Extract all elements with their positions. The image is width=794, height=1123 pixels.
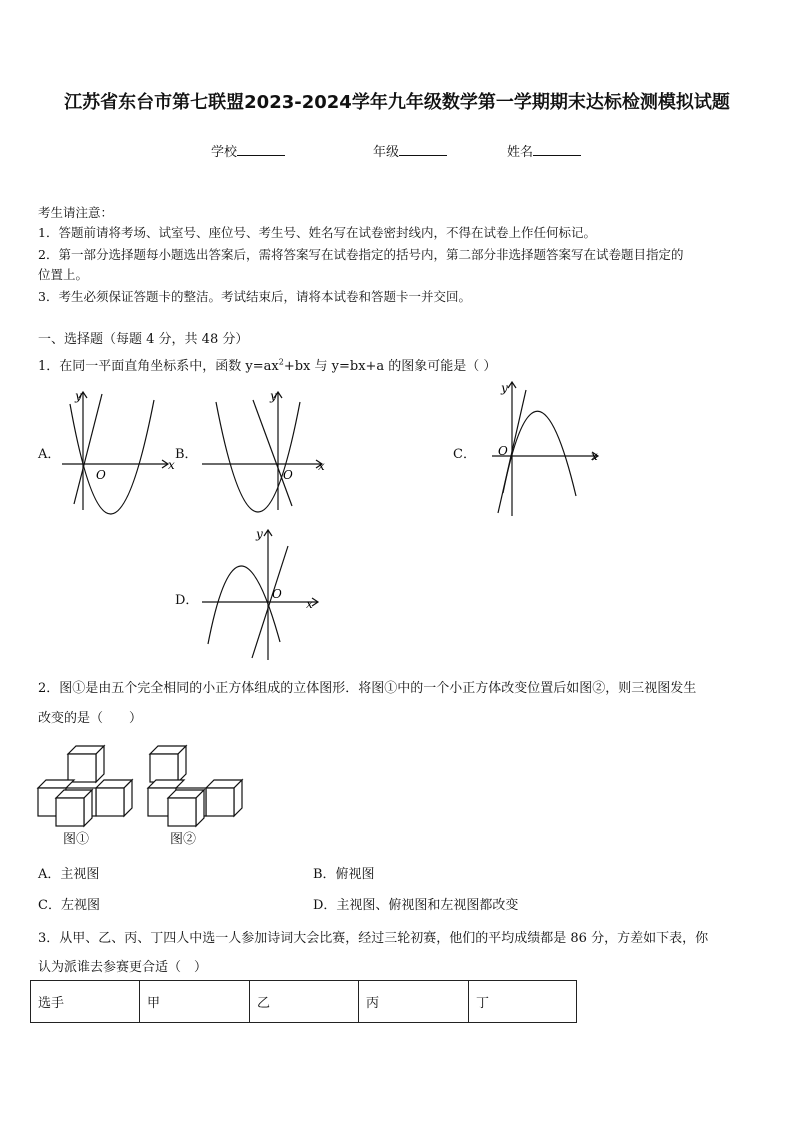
notice-item-1: 1．答题前请将考场、试室号、座位号、考生号、姓名写在试卷密封线内，不得在试卷上作任何标记。 <box>38 225 596 240</box>
axis-x-label: x <box>318 459 325 473</box>
q2-figure-1-label: 图① <box>63 832 90 847</box>
q1-stem <box>38 355 496 374</box>
table-cell: 丁 <box>469 981 577 1023</box>
axis-y-label: y <box>501 381 508 395</box>
table-cell: 丙 <box>359 981 469 1023</box>
school-label: 学校 <box>211 145 238 160</box>
school-field[interactable] <box>211 141 285 160</box>
q1-stem-sup: 2 <box>278 357 284 367</box>
q1-graph-c <box>488 378 608 523</box>
q2-line-1: 2．图①是由五个完全相同的小正方体组成的立体图形．将图①中的一个小正方体改变位置后如图②，则三视图发生 <box>38 681 697 696</box>
q2-line-2: 改变的是（ ） <box>38 711 143 726</box>
q1-option-b[interactable]: B． <box>175 447 198 462</box>
section-heading: 一、选择题（每题 4 分，共 48 分） <box>38 332 249 347</box>
q1-option-c[interactable]: C． <box>453 447 476 462</box>
notice-item-3: 3．考生必须保证答题卡的整洁。考试结束后，请将本试卷和答题卡一并交回。 <box>38 289 471 304</box>
variance-table <box>30 980 577 1023</box>
grade-blank[interactable] <box>399 143 447 156</box>
origin-label: O <box>96 468 106 482</box>
grade-field[interactable] <box>373 141 447 160</box>
q1-graph-b <box>198 386 328 516</box>
axis-x-label: x <box>168 458 175 472</box>
table-cell: 甲 <box>140 981 250 1023</box>
q1-option-a[interactable]: A． <box>38 447 61 462</box>
name-blank[interactable] <box>533 143 581 156</box>
axis-y-label: y <box>256 527 263 541</box>
table-cell: 选手 <box>31 981 140 1023</box>
exam-title: 江苏省东台市第七联盟2023-2024学年九年级数学第一学期期末达标检测模拟试题 <box>64 92 730 113</box>
q1-graph-d <box>198 524 323 664</box>
q2-option-a[interactable]: A．主视图 <box>38 867 100 882</box>
table-cell: 乙 <box>250 981 359 1023</box>
q1-stem-post: +bx 与 y=bx+a 的图象可能是（ ） <box>283 359 497 374</box>
axis-y-label: y <box>270 389 277 403</box>
q2-option-c[interactable]: C．左视图 <box>38 898 100 913</box>
origin-label: O <box>272 587 282 601</box>
name-label: 姓名 <box>507 145 534 160</box>
notice-item-2-cont: 位置上。 <box>38 267 89 282</box>
q1-stem-pre: 1．在同一平面直角坐标系中，函数 y=ax <box>38 359 279 374</box>
notice-heading: 考生请注意： <box>38 205 114 220</box>
q1-option-d[interactable]: D． <box>175 593 199 608</box>
axis-x-label: x <box>591 449 598 463</box>
q2-figure-2 <box>146 742 250 830</box>
school-blank[interactable] <box>237 143 285 156</box>
q2-figure-2-label: 图② <box>170 832 197 847</box>
origin-label: O <box>283 468 293 482</box>
q2-option-d[interactable]: D．主视图、俯视图和左视图都改变 <box>313 898 519 913</box>
notice-item-2: 2．第一部分选择题每小题选出答案后，需将答案写在试卷指定的括号内，第二部分非选择题答案写在试卷题目指定的 <box>38 247 684 262</box>
axis-x-label: x <box>306 597 313 611</box>
origin-label: O <box>498 444 508 458</box>
grade-label: 年级 <box>373 145 400 160</box>
q3-line-2: 认为派谁去参赛更合适（ ） <box>38 960 208 975</box>
q2-option-b[interactable]: B．俯视图 <box>313 867 375 882</box>
axis-y-label: y <box>75 389 82 403</box>
q1-graph-a <box>58 386 178 516</box>
name-field[interactable] <box>507 141 581 160</box>
table-row <box>31 981 577 1023</box>
q3-line-1: 3．从甲、乙、丙、丁四人中选一人参加诗词大会比赛，经过三轮初赛，他们的平均成绩都是 86 分，方差如下表，你 <box>38 931 709 946</box>
q2-figure-1 <box>36 742 140 830</box>
